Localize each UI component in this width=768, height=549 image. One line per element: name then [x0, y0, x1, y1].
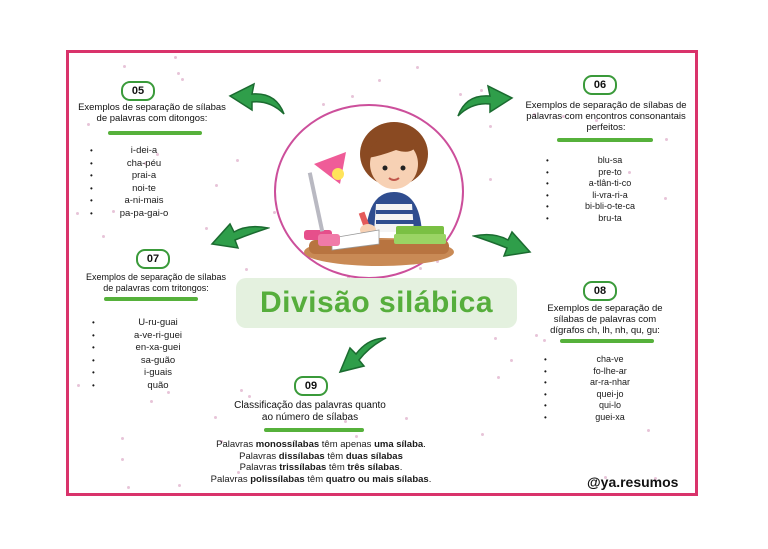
list-item: • noi-te	[84, 183, 204, 196]
list-item: • cha-péu	[84, 158, 204, 171]
list-item: • quão	[88, 380, 228, 393]
confetti-dot	[489, 125, 492, 128]
classification-row: Palavras dissílabas têm duas sílabas	[239, 450, 403, 462]
section-05-badge: 05	[121, 81, 155, 101]
section-08-badge: 08	[583, 281, 617, 301]
section-09-heading: Classificação das palavras quanto ao número de sílabas	[234, 400, 386, 423]
confetti-dot	[489, 178, 492, 181]
list-item: • ar-ra-nhar	[540, 377, 680, 389]
classification-row: Palavras trissílabas têm três sílabas.	[239, 462, 403, 473]
section-06-underline	[557, 138, 653, 142]
arrow-to-08-icon	[472, 228, 534, 262]
list-item: • cha-ve	[540, 354, 680, 366]
confetti-dot	[240, 389, 243, 392]
list-item: • en-xa-guei	[88, 342, 228, 355]
confetti-dot	[123, 65, 126, 68]
list-item: • blu-sa	[540, 155, 680, 167]
confetti-dot	[665, 138, 668, 141]
confetti-dot	[181, 78, 184, 81]
arrow-to-09-icon	[330, 334, 388, 376]
section-07-heading: Exemplos de separação de sílabas de palavras com tritongos:	[85, 272, 227, 293]
classification-row: Palavras polissílabas têm quatro ou mais sílabas.	[210, 473, 432, 485]
confetti-dot	[355, 435, 358, 438]
list-item: • li-vra-ri-a	[540, 190, 680, 202]
list-item: • i-dei-a	[84, 145, 204, 158]
confetti-dot	[543, 339, 546, 342]
list-item: • guei-xa	[540, 412, 680, 424]
confetti-dot	[273, 211, 276, 214]
page-title: Divisão silábica	[259, 286, 494, 319]
section-05-list	[84, 145, 204, 220]
section-09-badge: 09	[294, 376, 328, 396]
list-item: • sa-guão	[88, 355, 228, 368]
section-05-heading: Exemplos de separação de sílabas de palavras com ditongos:	[78, 102, 226, 124]
list-item: • prai-a	[84, 170, 204, 183]
confetti-dot	[102, 235, 105, 238]
section-06-badge: 06	[583, 75, 617, 95]
section-07-badge: 07	[136, 249, 170, 269]
list-item: • pa-pa-gai-o	[84, 208, 204, 221]
section-08-heading: Exemplos de separação de sílabas de palavras com dígrafos ch, lh, nh, qu, gu:	[547, 303, 663, 336]
syllable-classification	[196, 439, 446, 485]
list-item: • i-guais	[88, 367, 228, 380]
arrow-to-05-icon	[226, 78, 288, 118]
section-07-underline	[104, 297, 198, 301]
section-08-list	[540, 354, 680, 423]
confetti-dot	[178, 484, 181, 487]
confetti-dot	[177, 72, 180, 75]
list-item: • a-tlân-ti-co	[540, 178, 680, 190]
arrow-to-07-icon	[208, 220, 270, 254]
classification-row: Palavras monossílabas têm apenas uma sílaba.	[216, 439, 426, 450]
list-item: • pre-to	[540, 167, 680, 179]
list-item: • a-ni-mais	[84, 195, 204, 208]
list-item: • bi-bli-o-te-ca	[540, 201, 680, 213]
section-06-heading: Exemplos de separação de sílabas de palavras com encontros consonantais perfeitos:	[525, 100, 687, 133]
section-06-list	[540, 155, 680, 224]
list-item: • bru-ta	[540, 213, 680, 225]
section-08-underline	[560, 339, 654, 343]
confetti-dot	[378, 79, 381, 82]
list-item: • U-ru-guai	[88, 317, 228, 330]
section-09-underline	[264, 428, 364, 432]
list-item: • quei-jo	[540, 389, 680, 401]
confetti-dot	[150, 400, 153, 403]
list-item: • a-ve-ri-guei	[88, 330, 228, 343]
list-item: • qui-lo	[540, 400, 680, 412]
girl-studying-illustration	[284, 112, 456, 272]
section-05-underline	[108, 131, 202, 135]
arrow-to-06-icon	[454, 80, 516, 120]
confetti-dot	[494, 337, 497, 340]
author-handle: @ya.resumos	[587, 474, 679, 490]
list-item: • fo-lhe-ar	[540, 366, 680, 378]
confetti-dot	[236, 159, 239, 162]
section-07-list	[88, 317, 228, 392]
